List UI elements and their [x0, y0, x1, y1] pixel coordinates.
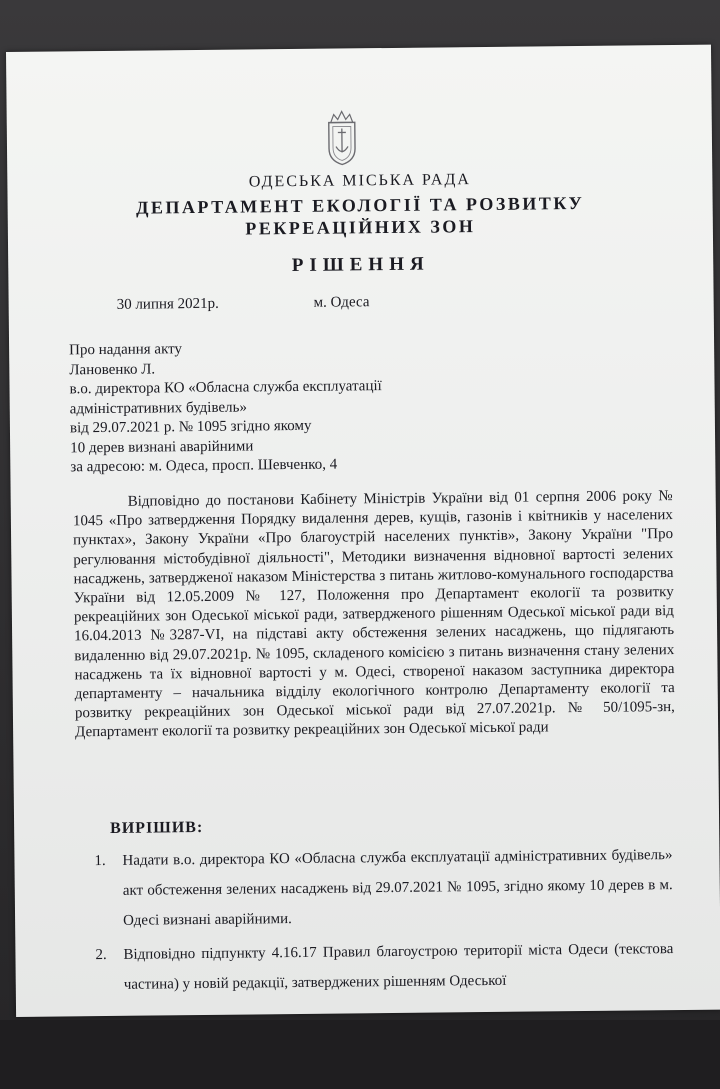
document-city: м. Одеса — [313, 294, 370, 311]
document-date: 30 липня 2021р. — [116, 295, 219, 313]
resolution-item — [94, 840, 673, 936]
document-type: РІШЕННЯ — [291, 253, 430, 277]
department-name-line1: ДЕПАРТАМЕНТ ЕКОЛОГІЇ ТА РОЗВИТКУ — [135, 192, 585, 218]
preamble-paragraph: Відповідно до постанови Кабінету Міністрів України від 01 серпня 2006 року № 1045 «Про затвердження Порядку видалення дерев, кущів, газонів і квітників у населених пунктах», Закону України «Про благоустрій населених пунктів», Закону України "Про регулювання містобудівної діяльності", Методики визначення відновної вартості зелених насаджень, затвердженої наказом Міністерства з питань житлово-комунального господарства України від 12.05.2009 № 127, Положення про Департамент екології та розвитку рекреаційних зон Одеської міської ради, затвердженого рішенням Одеської міської ради від 16.04.2013 №3287-VI, на підставі акту обстеження зелених насаджень, що підлягають видаленню від 29.07.2021р. № 1095, складеного комісією з питань визначення стану зелених насаджень та їх відновної вартості у м. Одесі, створеної наказом заступника директора департаменту – начальника відділу екологічного контролю Департаменту екології та розвитку рекреаційних зон Одеської міської ради від 27.07.2021р. № 50/1095-зн, Департамент екології та розвитку рекреаційних зон Одеської міської ради — [72, 488, 675, 741]
background-shadow — [0, 1020, 720, 1089]
subject-line: Лановенко Л. — [69, 360, 156, 378]
subject-line: Про надання акту — [69, 341, 183, 359]
subject-line: за адресою: м. Одеса, просп. Шевченко, 4 — [70, 456, 338, 476]
subject-line: адміністративних будівель» — [69, 398, 248, 417]
resolution-list — [94, 840, 674, 1004]
item-number: 2. — [95, 946, 107, 964]
subject-line: від 29.07.2021 р. № 1095 згідно якому — [69, 417, 312, 437]
department-name — [8, 191, 713, 242]
item-text: Відповідно підпункту 4.16.17 Правил благоустрою території міста Одеси (текстова частина) у новій редакції, затверджених рішенням Одеської — [123, 941, 674, 993]
item-text: Надати в.о. директора КО «Обласна служба експлуатації адміністративних будівель» акт обстеження зелених насаджень від 29.07.2021 № 1095, згідно якому 10 дерев в м. Одесі визнані аварійними. — [122, 847, 673, 929]
subject-block — [69, 337, 470, 478]
resolution-item — [95, 934, 674, 1000]
council-name: ОДЕСЬКА МІСЬКА РАДА — [248, 171, 471, 191]
odesa-coat-of-arms-icon — [319, 108, 366, 166]
subject-line: 10 дерев визнані аварійними — [70, 437, 254, 456]
item-number: 1. — [94, 853, 106, 870]
subject-line: в.о. директора КО «Обласна служба експлуатації — [69, 378, 382, 398]
resolution-heading: ВИРІШИВ: — [110, 818, 204, 837]
document-page — [6, 45, 720, 1017]
department-name-line2: РЕКРЕАЦІЙНИХ ЗОН — [245, 216, 476, 239]
